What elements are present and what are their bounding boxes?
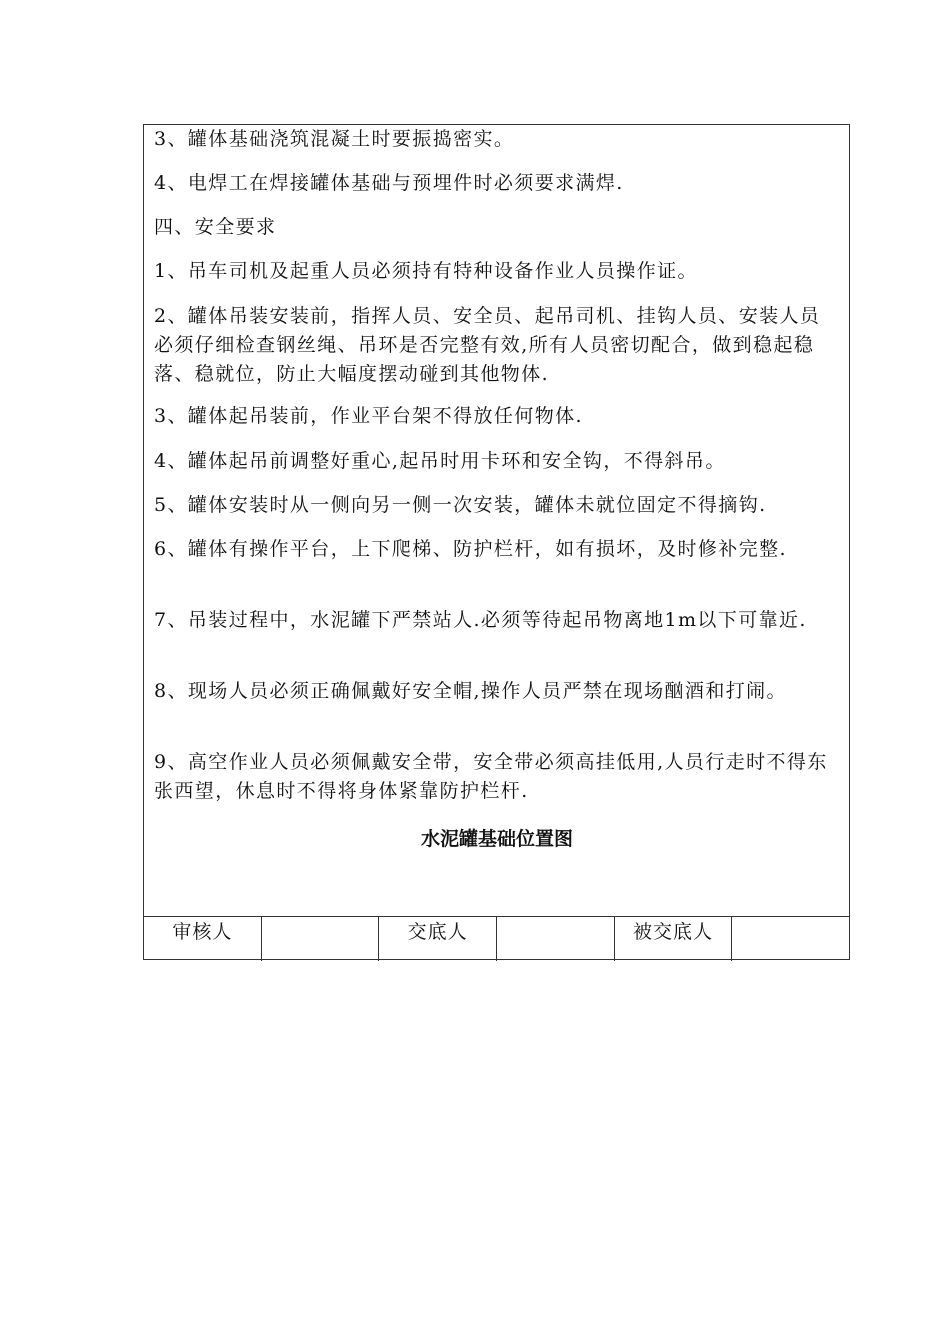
paragraph-10: 7、吊装过程中，水泥罐下严禁站人.必须等待起吊物离地1m以下可靠近.	[154, 609, 807, 631]
recipient-signature-field[interactable]	[732, 917, 849, 961]
paragraph-2: 4、电焊工在焊接罐体基础与预埋件时必须要求满焊.	[154, 172, 624, 194]
diagram-title: 水泥罐基础位置图	[420, 828, 573, 850]
paragraph-9: 6、罐体有操作平台，上下爬梯、防护栏杆，如有损坏，及时修补完整.	[154, 538, 787, 560]
reviewer-label: 审核人	[144, 917, 262, 961]
signature-row	[144, 916, 849, 961]
paragraph-7: 4、罐体起吊前调整好重心,起吊时用卡环和安全钩，不得斜吊。	[154, 450, 726, 472]
paragraph-4: 1、吊车司机及起重人员必须持有特种设备作业人员操作证。	[154, 260, 698, 282]
discloser-label: 交底人	[379, 917, 497, 961]
document-table	[143, 124, 850, 960]
paragraph-6: 3、罐体起吊装前，作业平台架不得放任何物体.	[154, 405, 583, 427]
recipient-label: 被交底人	[615, 917, 733, 961]
discloser-signature-field[interactable]	[497, 917, 615, 961]
section-heading-safety: 四、安全要求	[154, 216, 277, 238]
paragraph-12: 9、高空作业人员必须佩戴安全带，安全带必须高挂低用,人员行走时不得东张西望，休息时不得将身体紧靠防护栏杆.	[154, 751, 828, 802]
paragraph-5: 2、罐体吊装安装前，指挥人员、安全员、起吊司机、挂钩人员、安装人员必须仔细检查钢丝绳、吊环是否完整有效,所有人员密切配合，做到稳起稳落、稳就位，防止大幅度摆动碰到其他物体.	[154, 305, 821, 385]
reviewer-signature-field[interactable]	[262, 917, 380, 961]
paragraph-11: 8、现场人员必须正确佩戴好安全帽,操作人员严禁在现场酗酒和打闹。	[154, 680, 787, 702]
paragraph-8: 5、罐体安装时从一侧向另一侧一次安装，罐体未就位固定不得摘钩.	[154, 494, 767, 516]
paragraph-1: 3、罐体基础浇筑混凝土时要振捣密实。	[154, 128, 515, 150]
